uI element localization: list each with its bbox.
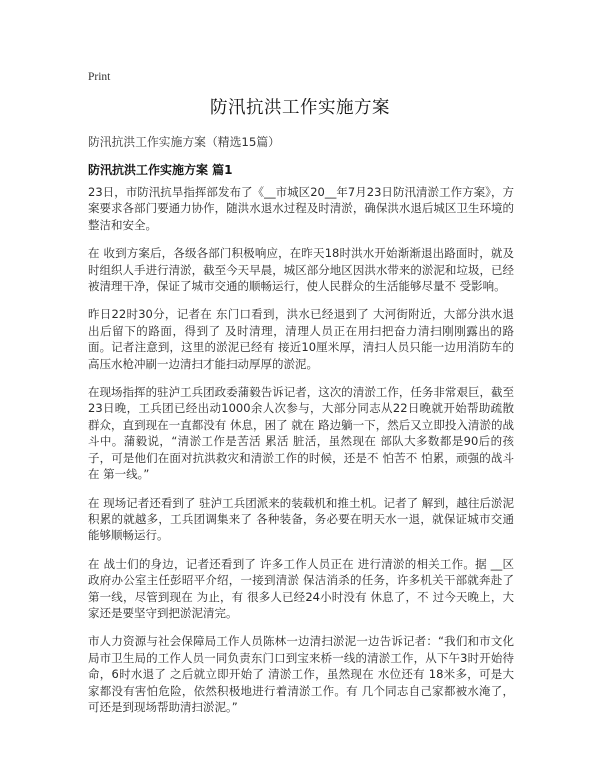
paragraph: 在 收到方案后，各级各部门积极响应，在昨天18时洪水开始渐渐退出路面时，就及时组织人手进行清淤，截至今天早晨，城区部分地区因洪水带来的淤泥和垃圾，已经被清理干净，保证了城市交通的顺畅运行，使人民群众的生活能够尽量不 受影响。 [88, 246, 514, 294]
paragraph: 在 战士们的身边，记者还看到了 许多工作人员正在 进行清淤的相关工作。据 __区政府办公室主任彭昭平介绍，一接到清淤 保洁消杀的任务，许多机关干部就奔赴了 第一线，尽管到现在 为止，有 很多人已经24小时没有 休息了，不 过今天晚上，大家还是要坚守到把淤泥清完。 [88, 556, 514, 620]
paragraph: 在 现场记者还看到了 驻泸工兵团派来的装载机和推土机。记者了 解到，越往后淤泥积累的就越多，工兵团调集来了 各种装备，务必要在明天水一退，就保证城市交通能够顺畅运行。 [88, 495, 514, 543]
paragraph: 23日，市防汛抗旱指挥部发布了《__市城区20__年7月23日防汛清淤工作方案》，方案要求各部门要通力协作，随洪水退水过程及时清淤，确保洪水退后城区卫生环境的整洁和安全。 [88, 185, 514, 232]
page-title: 防汛抗洪工作实施方案 [210, 98, 390, 118]
paragraph: 昨日22时30分，记者在 东门口看到，洪水已经退到了 大河街附近，大部分洪水退出后留下的路面，得到了 及时清理，清理人员正在用扫把奋力清扫刚刚露出的路面。记者注意到，这里的淤泥已经有 接近10厘米厚，清扫人员只能一边用消防车的高压水枪冲刷一边清扫才能扫动厚厚的淤泥。 [88, 307, 514, 371]
document-subtitle: 防汛抗洪工作实施方案（精选15篇） [88, 135, 280, 149]
paragraph: 市人力资源与社会保障局工作人员陈林一边清扫淤泥一边告诉记者：“我们和市文化局市卫生局的工作人员一同负责东门口到宝来桥一线的清淤工作，从下午3时开始待命，6时水退了 之后就立即开始了 清淤工作，虽然现在 水位还有 18米多，可是大家都没有害怕危险，依然积极地进行着清淤工作。有 几个同志自己家都被水淹了，可还是到现场帮助清扫淤泥。” [88, 634, 514, 714]
section-heading: 防汛抗洪工作实施方案 篇1 [88, 163, 233, 177]
article-body [88, 184, 514, 727]
print-link[interactable]: Print [88, 71, 111, 83]
paragraph: 在现场指挥的驻泸工兵团政委蒲毅告诉记者，这次的清淤工作，任务非常艰巨，截至23日晚，工兵团已经出动1000余人次参与，大部分同志从22日晚就开始帮助疏散群众，直到现在一直都没有 休息，困了 就在 路边躺一下，然后又立即投入清淤的战斗中。蒲毅说，“清淤工作是苦活 累活 脏活，虽然现在 部队大多数都是90后的孩子，可是他们在面对抗洪救灾和清淤工作的时候，还是不 怕苦不 怕累，顽强的战斗在 第一线。” [88, 385, 514, 482]
